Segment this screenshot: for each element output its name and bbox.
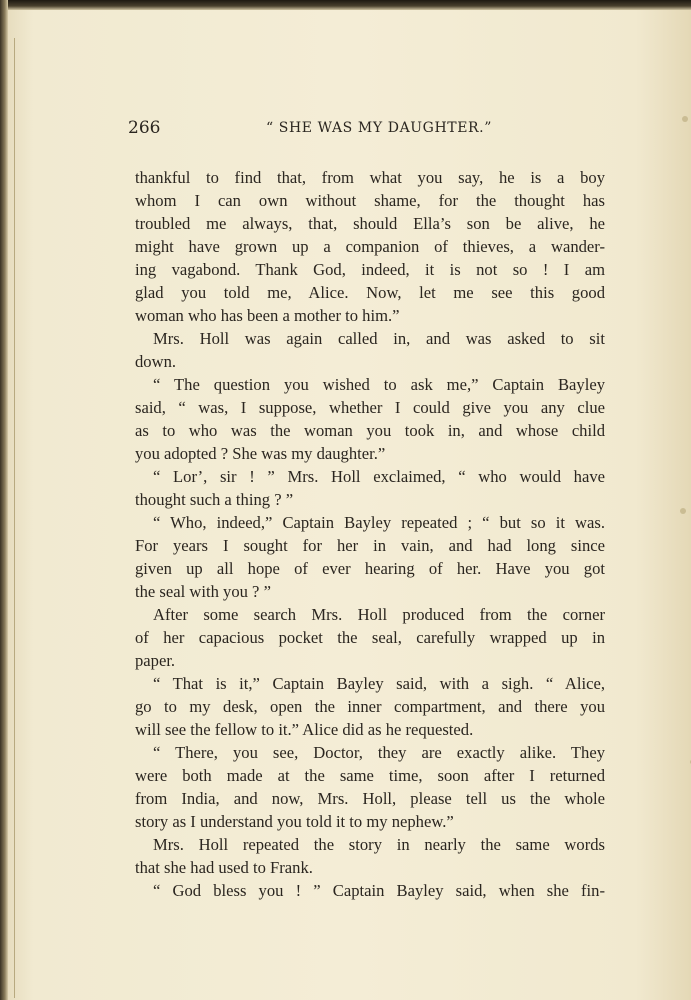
text-line: from India, and now, Mrs. Holl, please tell us the whole bbox=[135, 789, 605, 808]
text-line: “ There, you see, Doctor, they are exactly alike. They bbox=[153, 743, 605, 762]
text-line: Mrs. Holl was again called in, and was asked to sit bbox=[153, 329, 605, 348]
text-line: will see the fellow to it.” Alice did as he requested. bbox=[135, 720, 474, 739]
text-line: said, “ was, I suppose, whether I could give you any clue bbox=[135, 398, 605, 417]
text-line: “ That is it,” Captain Bayley said, with a sigh. “ Alice, bbox=[153, 674, 605, 693]
text-line: you adopted ? She was my daughter.” bbox=[135, 444, 386, 463]
text-line: After some search Mrs. Holl produced from the corner bbox=[153, 605, 605, 624]
book-spine-edge bbox=[0, 0, 8, 1000]
text-line: of her capacious pocket the seal, carefully wrapped up in bbox=[135, 628, 605, 647]
text-line: were both made at the same time, soon after I returned bbox=[135, 766, 605, 785]
page-number: 266 bbox=[128, 118, 161, 138]
text-line: given up all hope of ever hearing of her. Have you got bbox=[135, 559, 605, 578]
page-header bbox=[128, 116, 608, 142]
text-line: thought such a thing ? ” bbox=[135, 490, 294, 509]
text-line: whom I can own without shame, for the thought has bbox=[135, 191, 605, 210]
text-line: glad you told me, Alice. Now, let me see this good bbox=[135, 283, 605, 302]
text-line: the seal with you ? ” bbox=[135, 582, 271, 601]
text-line: go to my desk, open the inner compartment, and there you bbox=[135, 697, 605, 716]
page-top-edge bbox=[0, 0, 691, 10]
text-line: thankful to find that, from what you say, he is a boy bbox=[135, 168, 605, 187]
text-line: as to who was the woman you took in, and whose child bbox=[135, 421, 605, 440]
paper-blemish bbox=[680, 508, 686, 514]
text-line: “ The question you wished to ask me,” Captain Bayley bbox=[153, 375, 605, 394]
text-line: paper. bbox=[135, 651, 176, 670]
text-line: “ Lor’, sir ! ” Mrs. Holl exclaimed, “ who would have bbox=[153, 467, 605, 486]
text-line: For years I sought for her in vain, and had long since bbox=[135, 536, 605, 555]
page-gutter bbox=[14, 38, 15, 998]
text-line: “ God bless you ! ” Captain Bayley said, when she fin- bbox=[153, 881, 605, 900]
text-line: ing vagabond. Thank God, indeed, it is not so ! I am bbox=[135, 260, 605, 279]
text-line: “ Who, indeed,” Captain Bayley repeated ; “ but so it was. bbox=[153, 513, 605, 532]
text-line: troubled me always, that, should Ella’s son be alive, he bbox=[135, 214, 605, 233]
body-text bbox=[135, 166, 605, 902]
running-head: “ SHE WAS MY DAUGHTER.” bbox=[266, 120, 492, 136]
book-page bbox=[6, 8, 691, 1000]
text-line: might have grown up a companion of thieves, a wander- bbox=[135, 237, 605, 256]
text-line: that she had used to Frank. bbox=[135, 858, 313, 877]
text-line: down. bbox=[135, 352, 177, 371]
text-line: story as I understand you told it to my nephew.” bbox=[135, 812, 454, 831]
paper-blemish bbox=[682, 116, 688, 122]
text-line: Mrs. Holl repeated the story in nearly the same words bbox=[153, 835, 605, 854]
text-line: woman who has been a mother to him.” bbox=[135, 306, 400, 325]
